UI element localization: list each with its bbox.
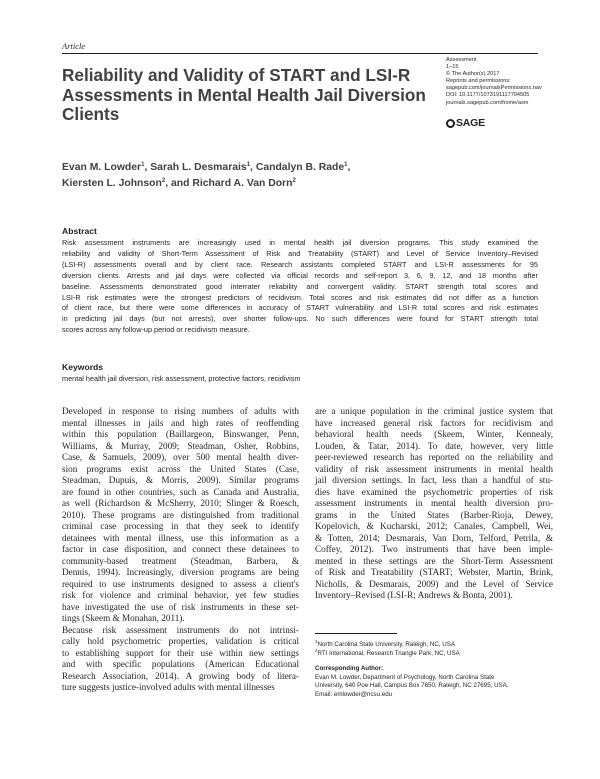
body-text-line: & Totten, 2014; Desmarais, Van Dorn, Telford, Petrila, &	[315, 532, 553, 543]
body-text-line: mented in these settings are the Short-Term Assessment	[315, 555, 553, 566]
title-line: Reliability and Validity of START and LSI-R	[62, 65, 411, 85]
body-text-line: Louden, & Tatar, 2014). To date, however, very little	[315, 440, 553, 451]
body-text-line: community-based treatment (Steadman, Barbera, &	[62, 555, 299, 566]
corresponding-author-heading: Corresponding Author:	[315, 665, 384, 673]
author-list	[62, 160, 350, 191]
body-text-line: 2010). These programs are distinguished from traditional	[62, 509, 299, 520]
footnote-rule	[315, 633, 397, 634]
body-text-line: have investigated the use of risk instruments in these set-	[62, 601, 299, 612]
author-name: Kiersten L. Johnson	[62, 177, 162, 189]
corresponding-author-line: Evan M. Lowder, Department of Psychology, North Carolina State	[315, 673, 495, 681]
affiliation-note: $^1$North Carolina State University, Raleigh, NC, USA	[315, 639, 455, 648]
body-text-line: tings (Skeem & Monahan, 2011).	[62, 613, 185, 623]
body-text-line: to establishing support for their use within new settings	[62, 647, 299, 658]
body-column-right	[315, 406, 553, 602]
affiliation-marker: 2	[292, 177, 296, 184]
abstract-line: LSI-R risk estimates were the strongest predictors of recidivism. Total scores and risk estimates did not differ as a function	[62, 292, 538, 302]
affiliation-marker: 1	[344, 162, 348, 168]
body-text-line: grams in the United States (Barber-Rioja, Dewey,	[315, 509, 553, 520]
abstract-line: scores across any follow-up period or recidivism measure.	[62, 325, 250, 335]
body-text-line: factor in case disposition, and connect these detainees to	[62, 544, 299, 554]
body-text-line: Developed in response to rising numbers of adults with	[62, 406, 299, 416]
keywords-heading: Keywords	[62, 362, 104, 372]
body-text-line: sion programs exist across the United States (Case,	[62, 463, 299, 474]
abstract-line: (LSI-R) assessments overall and by client race. Research assistants completed START and LSI-R assessments for 95	[62, 259, 538, 269]
affiliation-note: $^2$RTI International, Research Triangle Park, NC, USA	[315, 647, 460, 657]
author-name: Candalyn B. Rade	[255, 162, 345, 173]
body-text-line: dies have examined the psychometric properties of risk	[315, 486, 553, 497]
body-text-line: cally hold psychometric properties, validation is critical	[62, 636, 299, 646]
body-text-line: Kopelovich, & Kucharski, 2012; Canales, Campbell, Wei,	[315, 521, 553, 531]
author-line: Evan M. Lowder$^1$, Sarah L. Desmarais$^1$, Candalyn B. Rade$^1$,	[62, 162, 351, 173]
footnotes	[315, 641, 553, 700]
body-text-line: peer-reviewed research has reported on the reliability and	[315, 452, 553, 462]
body-text-line: have increased general risk factors for recidivism and	[315, 417, 553, 428]
body-text-line: risk for violence and criminal behavior, yet few studies	[62, 590, 299, 600]
body-text-line: ture suggests justice-involved adults with mental illnesses	[62, 682, 275, 692]
body-text-line: assessment instruments in mental health diversion pro-	[315, 498, 553, 508]
author-line: Kiersten L. Johnson$^2$, and Richard A. Van Dorn$^2$	[62, 177, 296, 189]
page-range: 1–15	[446, 64, 459, 71]
article-title	[62, 66, 442, 125]
body-text-line: validity of risk assessment instruments in mental health	[315, 463, 553, 474]
body-text-line: criminal case processing in that they seek to identify	[62, 521, 299, 531]
sage-logo	[446, 117, 485, 129]
body-text-line: Nicholls, & Desmarais, 2009) and the Level of Service	[315, 578, 553, 589]
body-text-line: Williams, & Murray, 2009; Steadman, Osher, Robbins,	[62, 440, 299, 451]
abstract-line: reliability and validity of Short-Term Assessment of Risk and Treatability (START) and Level of Service Inventory–Revised	[62, 248, 538, 258]
header-rule	[62, 53, 538, 54]
sage-logo-icon	[446, 119, 455, 128]
affiliation-marker: 2	[161, 177, 166, 184]
body-text-line: mental illnesses in jails and high rates of reoffending	[62, 417, 299, 428]
body-text-line: Because risk assessment instruments do not intrinsi-	[62, 624, 299, 635]
article-type-label: Article	[62, 41, 86, 51]
doi: DOI: 10.1177/1073191117704505	[446, 92, 530, 99]
abstract-heading: Abstract	[62, 226, 97, 236]
corresponding-author-line: University, 640 Poe Hall, Campus Box 7650, Raleigh, NC 27695, USA.	[315, 682, 509, 690]
author-name: Evan M. Lowder	[62, 162, 142, 173]
body-text-line: Research Association, 2014). A growing body of litera-	[62, 670, 299, 681]
abstract-line: diversion clients. Arrests and jail days were collected via official records and self-report 3, 6, 9, 12, and 18 months after	[62, 270, 538, 280]
body-text-line: are found in other countries, such as Canada and Australia,	[62, 486, 299, 497]
permissions-url: sagepub.com/journalsPermissions.nav	[446, 85, 542, 92]
body-text-line: jail diversion settings. In fact, less than a handful of stu-	[315, 475, 553, 485]
body-text-line: Dennis, 1994). Increasingly, diversion programs are being	[62, 567, 299, 577]
abstract-line: of client race, but there were some differences in accuracy of START vulnerability and LSI-R total scores and risk estimates	[62, 303, 538, 313]
body-text-line: behavioral health needs (Skeem, Winter, Kennealy,	[315, 429, 553, 439]
abstract-line: baseline. Assessments demonstrated good interrater reliability and convergent validity. START strength total scores and	[62, 281, 538, 291]
reprints-label: Reprints and permissions:	[446, 78, 511, 85]
sage-logo-text: SAGE	[456, 117, 485, 129]
body-text-line: Inventory–Revised (LSI-R; Andrews & Bonta, 2001).	[315, 590, 513, 600]
body-text-line: Case, & Samuels, 2009), over 500 mental health diver-	[62, 452, 299, 462]
body-text-line: Coffey, 2012). Two instruments that have been imple-	[315, 544, 553, 554]
body-text-line: as well (Richardson & McSherry, 2010; Slinger & Roesch,	[62, 498, 299, 508]
title-line: Assessments in Mental Health Jail Diversion	[62, 84, 426, 105]
body-column-left	[62, 406, 299, 694]
affiliation-marker: 1	[246, 162, 251, 168]
body-text-line: of Risk and Treatability (START; Webster, Martin, Brink,	[315, 567, 553, 577]
body-text-line: required to use instruments designed to assess a client's	[62, 578, 299, 589]
body-text-line: detainees with mental illness, use this information as a	[62, 532, 299, 543]
journal-meta	[446, 57, 556, 107]
body-text-line: are a unique population in the criminal justice system that	[315, 406, 553, 416]
journal-name: Assessment	[446, 57, 477, 63]
corresponding-author-email: Email: emlowder@ncsu.edu	[315, 690, 393, 698]
abstract-body	[62, 238, 538, 336]
copyright: © The Author(s) 2017	[446, 71, 500, 78]
keywords-list: mental health jail diversion, risk assessment, protective factors, recidivism	[62, 374, 301, 383]
author-name: Sarah L. Desmarais	[150, 162, 247, 173]
body-text-line: and with specific populations (American Educational	[62, 659, 299, 669]
journal-url: journals.sagepub.com/home/asm	[446, 99, 529, 106]
author-name: Richard A. Van Dorn	[192, 177, 293, 189]
affiliation-marker: 1	[141, 162, 145, 168]
title-line: Clients	[62, 104, 120, 124]
body-text-line: Steadman, Dupuis, & Morris, 2009). Similar programs	[62, 475, 299, 485]
abstract-line: in predicting jail days (but not arrests), over shorter follow-ups. No such differences were found for START strength total	[62, 314, 538, 324]
abstract-line: Risk assessment instruments are increasingly used in mental health jail diversion programs. This study examined the	[62, 238, 538, 247]
body-text-line: within this population (Baillargeon, Binswanger, Penn,	[62, 429, 299, 439]
